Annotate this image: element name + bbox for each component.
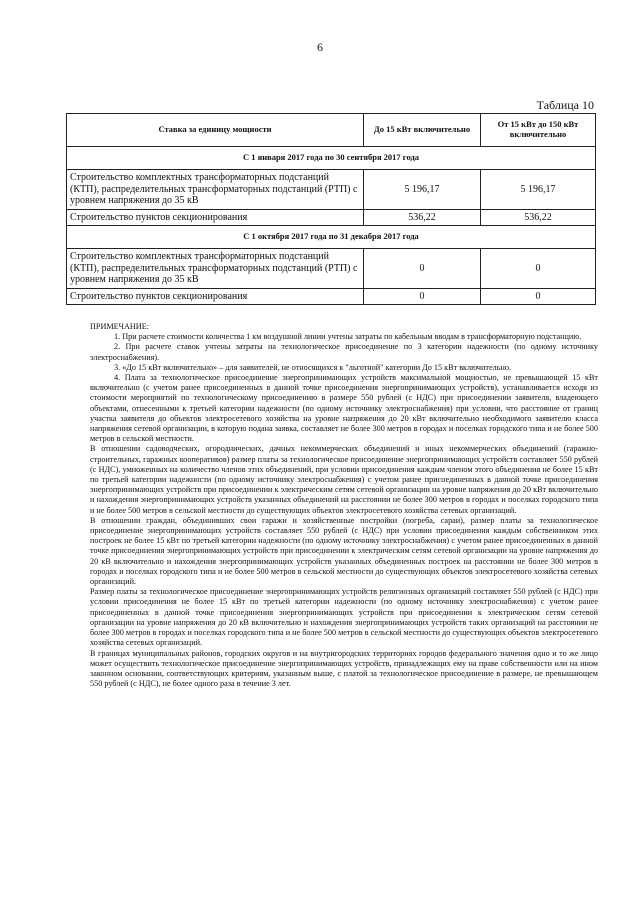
note-paragraph: 1. При расчете стоимости количества 1 км воздушной линии учтены затраты по кабельным вводам в трансформаторную подстанцию. <box>114 332 582 342</box>
row-value-upto-15: 0 <box>364 288 481 305</box>
period-title: С 1 октября 2017 года по 31 декабря 2017 года <box>67 226 596 249</box>
note-paragraph: В отношении садоводческих, огороднических, дачных некоммерческих объединений и иных некоммерческих объединений (гаражно-строительных, гаражных кооперативов) размер платы за технологическое присоединение энергопринимающих устройств составляет 550 рублей (с НДС), умноженных на количество членов этих объединений, при условии присоединения каждым членом этого объединения не более 15 кВт по третьей категории надежности (по одному источнику электроснабжения) с учетом ранее присоединенных в данной точке присоединения энергопринимающих устройств при присоединении к электрическим сетям сетевой организации на уровне напряжения до 20 кВт включительно и нахождения энергопринимающих устройств указанных объединений на расстоянии не более 300 метров в городах и поселках городского типа и не более 500 метров в сельской местности до существующих объектов электросетевого хозяйства сетевых организаций. <box>90 444 598 515</box>
header-upto-15: До 15 кВт включительно <box>364 114 481 147</box>
table-header-row <box>67 114 596 147</box>
note-paragraph: В отношении граждан, объединивших свои гаражи и хозяйственные постройки (погреба, сараи), размер платы за технологическое присоединение энергопринимающих устройств составляет 550 рублей (с НДС) при условии присоединения каждым собственником этих построек не более 15 кВт по третьей категории надежности (по одному источнику электроснабжения) с учетом ранее присоединенных в данной точке присоединения энергопринимающих устройств при присоединении к электрическим сетям сетевой организации на уровне напряжения до 20 кВ включительно и нахождения энергопринимающих устройств указанных объединенных построек на расстоянии не более 300 метров в городах и поселках городского типа и не более 500 метров в сельской местности до существующих объектов электросетевого хозяйства сетевых организаций. <box>90 515 598 587</box>
table-row <box>67 288 596 305</box>
table-row <box>67 170 596 210</box>
note-paragraph: 2. При расчете ставок учтены затраты на технологическое присоединение по 3 категории надежности (по одному источнику электроснабжения). <box>90 342 598 362</box>
period-title: С 1 января 2017 года по 30 сентября 2017 года <box>67 147 596 170</box>
page-number: 6 <box>317 40 323 54</box>
notes-section <box>90 322 598 689</box>
period-row <box>67 147 596 170</box>
row-label: Строительство пунктов секционирования <box>67 288 364 305</box>
row-value-15-150: 0 <box>481 249 596 289</box>
note-paragraph: 4. Плата за технологическое присоединение энергопринимающих устройств максимальной мощностью, не превышающей 15 кВт включительно (с учетом ранее присоединенных в данной точке присоединения энергопринимающих устройств), устанавливается исходя из стоимости мероприятий по технологическому присоединению в размере 550 рублей (с НДС) при присоединении заявителя, владеющего объектами, отнесенными к третьей категории надежности (по одному источнику электроснабжения) при условии, что расстояние от границ участка заявителя до объектов электросетевого хозяйства на уровне напряжения до 20 кВт включительно необходимого заявителю класса напряжения сетевой организации, в которую подана заявка, составляет не более 300 метров в городах и поселках городского типа и не более 500 метров в сельской местности. <box>90 373 598 444</box>
header-15-150: От 15 кВт до 150 кВт включительно <box>481 114 596 147</box>
row-label: Строительство комплектных трансформаторных подстанций (КТП), распределительных трансформаторных подстанций (РТП) с уровнем напряжения до 35 кВ <box>67 170 364 210</box>
row-label: Строительство пунктов секционирования <box>67 209 364 226</box>
row-value-upto-15: 5 196,17 <box>364 170 481 210</box>
row-value-15-150: 5 196,17 <box>481 170 596 210</box>
row-value-upto-15: 0 <box>364 249 481 289</box>
period-row <box>67 226 596 249</box>
notes-title: ПРИМЕЧАНИЕ: <box>90 322 149 331</box>
rates-table <box>66 113 596 305</box>
row-value-upto-15: 536,22 <box>364 209 481 226</box>
note-paragraph: В границах муниципальных районов, городских округов и на внутригородских территориях городов федерального значения одно и то же лицо может осуществить технологическое присоединение энергопринимающих устройств, принадлежащих ему на праве собственности или на ином законном основании, соответствующих критериям, указанным выше, с платой за технологическое присоединение в размере, не превышающем 550 рублей (с НДС), не более одного раза в течение 3 лет. <box>90 648 598 689</box>
row-value-15-150: 0 <box>481 288 596 305</box>
note-paragraph: 3. «До 15 кВт включительно» – для заявителей, не относящихся к "льготной" категории До 15 кВт включительно. <box>114 362 511 372</box>
row-label: Строительство комплектных трансформаторных подстанций (КТП), распределительных трансформаторных подстанций (РТП) с уровнем напряжения до 35 кВ <box>67 249 364 289</box>
table-row <box>67 209 596 226</box>
header-rate: Ставка за единицу мощности <box>67 114 364 147</box>
note-paragraph: Размер платы за технологическое присоединение энергопринимающих устройств религиозных организаций составляет 550 рублей (с НДС) при условии присоединения не более 15 кВт по третьей категории надежности (по одному источнику электроснабжения) с учетом ранее присоединенных в данной точке присоединения энергопринимающих устройств при присоединении к электрическим сетям сетевой организации на уровне напряжения до 20 кВ включительно и нахождения энергопринимающих устройств таких организаций на расстоянии не более 300 метров в городах и поселках городского типа и не более 500 метров в сельской местности до существующих объектов электросетевого хозяйства сетевых организаций. <box>90 587 598 648</box>
table-caption: Таблица 10 <box>536 98 594 112</box>
table-row <box>67 249 596 289</box>
row-value-15-150: 536,22 <box>481 209 596 226</box>
